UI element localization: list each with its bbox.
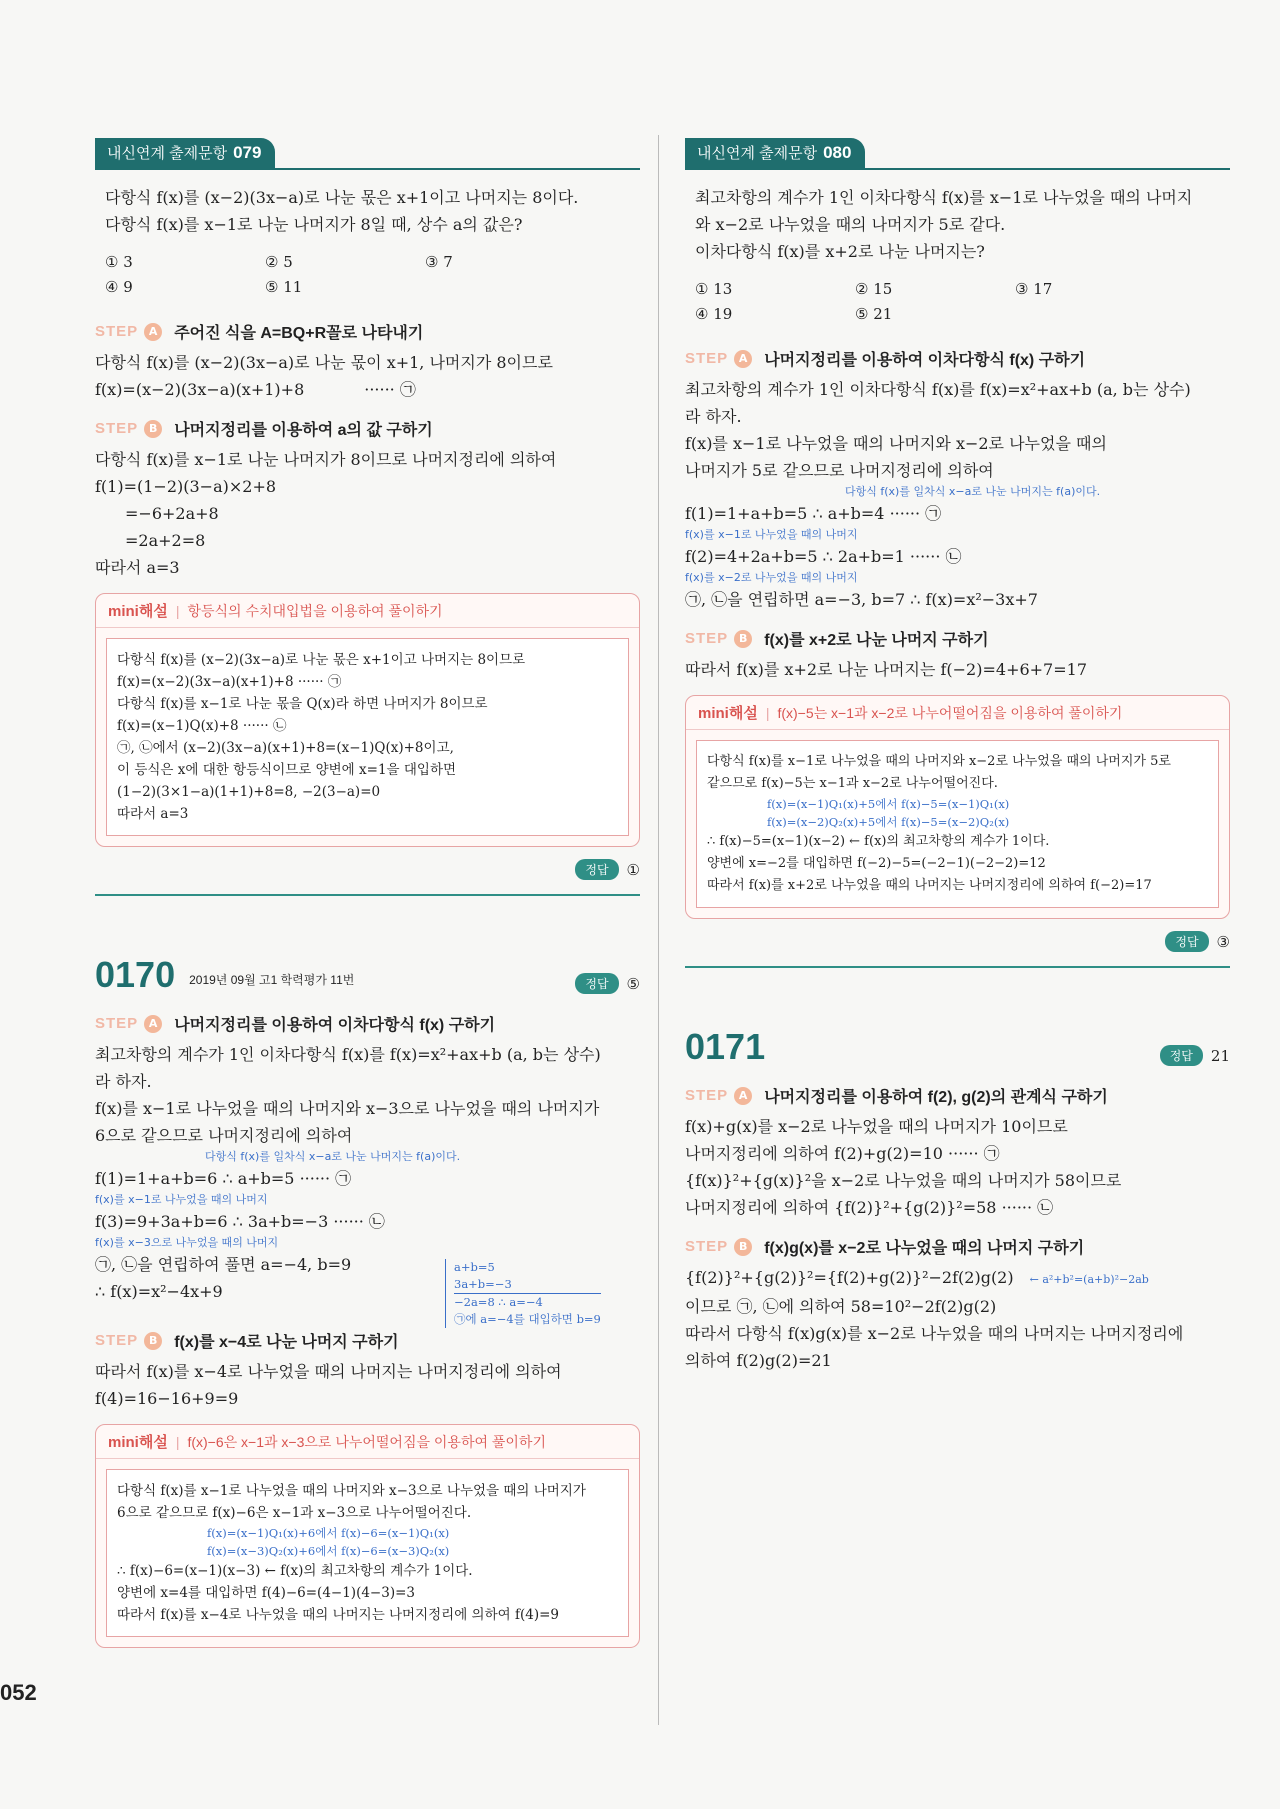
solution-line: 최고차항의 계수가 1인 이차다항식 f(x)를 f(x)=x²+ax+b (a, b는 상수): [685, 380, 1191, 399]
choice: ① 3: [105, 253, 133, 271]
mini-explanation-body: 다항식 f(x)를 x−1로 나누었을 때의 나머지와 x−2로 나누었을 때의 나머지가 5로 같으므로 f(x)−5는 x−1과 x−2로 나누어떨어진다. f(x)=(x−1)Q₁(x)+5에서 f(x)−5=(x−1)Q₁(x) f(x)=(x−2)Q₂(x)+5에서 f(x)−5=(x−2)Q₂(x) ∴ f(x)−5=(x−1)(x−2) ← f(x)의 최고차항의 계수가 1이다. 양변에 x=−2를 대입하면 f(−2)−5=(−2−1)(−2−2)=12 따라서 f(x)를 x+2로 나누었을 때의 나머지는 나머지정리에 의하여 f(−2)=17: [696, 740, 1219, 908]
mini-explanation-header: mini해설 | 항등식의 수치대입법을 이용하여 풀이하기: [96, 594, 639, 628]
equation-line: ∴ f(x)=x²−4x+9: [95, 1282, 223, 1301]
solution-line: f(4)=16−16+9=9: [95, 1389, 239, 1408]
annotation-note: f(x)를 x−1로 나누었을 때의 나머지: [95, 1193, 268, 1206]
solution-line: =2a+2=8: [125, 531, 206, 550]
question-080-line: 와 x−2로 나누었을 때의 나머지가 5로 같다.: [695, 215, 1006, 234]
choice: ② 5: [265, 253, 293, 271]
solution-line: 다항식 f(x)를 (x−2)(3x−a)로 나눈 몫이 x+1, 나머지가 8이므로: [95, 353, 553, 372]
step-label: STEP: [685, 1087, 729, 1104]
solution-line: 따라서 f(x)를 x+2로 나눈 나머지는 f(−2)=4+6+7=17: [685, 660, 1088, 679]
question-080-tag: 내신연계 출제문항 080: [685, 138, 865, 169]
choice: ③ 7: [425, 253, 453, 271]
question-080-choices: [695, 277, 1230, 327]
mini-explanation-body: 다항식 f(x)를 (x−2)(3x−a)로 나눈 몫은 x+1이고 나머지는 8이므로 f(x)=(x−2)(3x−a)(x+1)+8 ······ ㉠ 다항식 f(x)를 x−1로 나눈 몫을 Q(x)라 하면 나머지가 8이므로 f(x)=(x−1)Q(x)+8 ······ ㉡ ㉠, ㉡에서 (x−2)(3x−a)(x+1)+8=(x−1)Q(x)+8이고, 이 등식은 x에 대한 항등식이므로 양변에 x=1을 대입하면 (1−2)(3×1−a)(1+1)+8=8, −2(3−a)=0 따라서 a=3: [106, 638, 629, 836]
right-column: [685, 138, 1230, 1374]
choice: ⑤ 21: [855, 305, 893, 323]
left-column: [95, 138, 640, 1658]
step-title: 나머지정리를 이용하여 a의 값 구하기: [174, 422, 433, 439]
step-label: STEP: [95, 1332, 139, 1349]
step-b-heading: [685, 627, 1230, 650]
solution-line: 따라서 a=3: [95, 558, 180, 577]
answer-label: 정답: [575, 859, 618, 880]
step-title: f(x)를 x+2로 나눈 나머지 구하기: [764, 632, 989, 649]
step-a-badge: A: [734, 350, 752, 368]
question-079-header: [95, 138, 640, 170]
solution-line: 6으로 같으므로 나머지정리에 의하여: [95, 1126, 353, 1145]
mini-explanation-box: [685, 695, 1230, 919]
mini-explanation-body: 다항식 f(x)를 x−1로 나누었을 때의 나머지와 x−3으로 나누었을 때의 나머지가 6으로 같으므로 f(x)−6은 x−1과 x−3으로 나누어떨어진다. f(x)=(x−1)Q₁(x)+6에서 f(x)−6=(x−1)Q₁(x) f(x)=(x−3)Q₂(x)+6에서 f(x)−6=(x−3)Q₂(x) ∴ f(x)−6=(x−1)(x−3) ← f(x)의 최고차항의 계수가 1이다. 양변에 x=4를 대입하면 f(4)−6=(4−1)(4−3)=3 따라서 f(x)를 x−4로 나누었을 때의 나머지는 나머지정리에 의하여 f(4)=9: [106, 1469, 629, 1637]
mini-explanation-header: mini해설 | f(x)−6은 x−1과 x−3으로 나누어떨어짐을 이용하여 풀이하기: [96, 1425, 639, 1459]
step-b-badge: B: [144, 1332, 162, 1350]
mini-explanation-header: mini해설 | f(x)−5는 x−1과 x−2로 나누어떨어짐을 이용하여 풀이하기: [686, 696, 1229, 730]
answer-label: 정답: [575, 973, 618, 994]
step-title: 주어진 식을 A=BQ+R꼴로 나타내기: [174, 325, 424, 342]
annotation-note: f(x)를 x−3으로 나누었을 때의 나머지: [95, 1236, 279, 1249]
choice: ⑤ 11: [265, 278, 303, 296]
choice: ① 13: [695, 280, 733, 298]
question-079-line: 다항식 f(x)를 x−1로 나눈 나머지가 8일 때, 상수 a의 값은?: [105, 215, 523, 234]
equation-line: f(1)=1+a+b=5 ∴ a+b=4 ······ ㉠: [685, 504, 942, 523]
solution-line: =−6+2a+8: [125, 504, 219, 523]
step-a-badge: A: [144, 1015, 162, 1033]
problem-0171-header: [685, 1028, 1230, 1066]
step-a-badge: A: [144, 323, 162, 341]
question-080-line: 최고차항의 계수가 1인 이차다항식 f(x)를 x−1로 나누었을 때의 나머지: [695, 188, 1193, 207]
mini-explanation-box: [95, 593, 640, 847]
step-b-heading: [95, 1329, 640, 1352]
column-divider: [658, 135, 659, 1725]
solution-line: 나머지가 5로 같으므로 나머지정리에 의하여: [685, 461, 994, 480]
solution-line: 라 하자.: [685, 407, 742, 426]
solution-line: 따라서 f(x)를 x−4로 나누었을 때의 나머지는 나머지정리에 의하여: [95, 1362, 562, 1381]
answer-080: [685, 931, 1230, 952]
solution-line: 이므로 ㉠, ㉡에 의하여 58=10²−2f(2)g(2): [685, 1297, 997, 1316]
step-title: f(x)g(x)를 x−2로 나누었을 때의 나머지 구하기: [764, 1240, 1085, 1257]
solution-line: 나머지정리에 의하여 {f(2)}²+{g(2)}²=58 ······ ㉡: [685, 1198, 1054, 1217]
answer-value: ⑤: [626, 974, 640, 993]
solution-line: f(x)=(x−2)(3x−a)(x+1)+8 ······ ㉠: [95, 380, 416, 399]
step-label: STEP: [685, 350, 729, 367]
question-080-line: 이차다항식 f(x)를 x+2로 나눈 나머지는?: [695, 242, 985, 261]
step-b-badge: B: [734, 630, 752, 648]
equation-line: ㉠, ㉡을 연립하면 a=−3, b=7 ∴ f(x)=x²−3x+7: [685, 590, 1038, 609]
choice: ③ 17: [1015, 280, 1053, 298]
solution-line: 따라서 다항식 f(x)g(x)를 x−2로 나누었을 때의 나머지는 나머지정리에: [685, 1324, 1184, 1343]
answer-value: ①: [626, 860, 640, 879]
answer-label: 정답: [1165, 931, 1208, 952]
answer-079: [95, 859, 640, 880]
choice: ④ 9: [105, 278, 133, 296]
answer-value: 21: [1210, 1046, 1230, 1065]
question-080-header: [685, 138, 1230, 170]
solution-line: 최고차항의 계수가 1인 이차다항식 f(x)를 f(x)=x²+ax+b (a, b는 상수): [95, 1045, 601, 1064]
step-label: STEP: [685, 1238, 729, 1255]
solution-line: 의하여 f(2)g(2)=21: [685, 1351, 832, 1370]
question-079-choices: [105, 250, 640, 300]
problem-number: 0170: [95, 954, 176, 995]
equation-line: f(3)=9+3a+b=6 ∴ 3a+b=−3 ······ ㉡: [95, 1212, 385, 1231]
step-title: 나머지정리를 이용하여 이차다항식 f(x) 구하기: [174, 1017, 496, 1034]
equation-line: f(1)=1+a+b=6 ∴ a+b=5 ······ ㉠: [95, 1169, 352, 1188]
answer-0171: [1160, 1045, 1230, 1066]
step-label: STEP: [95, 420, 139, 437]
choice: ② 15: [855, 280, 893, 298]
solution-line: f(x)를 x−1로 나누었을 때의 나머지와 x−3으로 나누었을 때의 나머지가: [95, 1099, 600, 1118]
question-079-tag: 내신연계 출제문항 079: [95, 138, 275, 169]
solution-line: f(x)를 x−1로 나누었을 때의 나머지와 x−2로 나누었을 때의: [685, 434, 1107, 453]
annotation-note: 다항식 f(x)를 일차식 x−a로 나눈 나머지는 f(a)이다.: [205, 1150, 461, 1163]
equation-line: f(2)=4+2a+b=5 ∴ 2a+b=1 ······ ㉡: [685, 547, 962, 566]
step-label: STEP: [95, 323, 139, 340]
step-a-badge: A: [734, 1087, 752, 1105]
step-label: STEP: [95, 1015, 139, 1032]
step-title: 나머지정리를 이용하여 이차다항식 f(x) 구하기: [764, 352, 1086, 369]
answer-label: 정답: [1160, 1045, 1203, 1066]
step-a-heading: [95, 1012, 640, 1035]
answer-value: ③: [1216, 932, 1230, 951]
equation-line: {f(2)}²+{g(2)}²={f(2)+g(2)}²−2f(2)g(2) ← a²+b²=(a+b)²−2ab: [685, 1268, 1149, 1287]
section-rule: [95, 894, 640, 896]
side-calculation: a+b=5 3a+b=−3 −2a=8 ∴ a=−4 ㉠에 a=−4를 대입하면 b=9: [445, 1259, 601, 1328]
step-a-heading: [95, 320, 640, 343]
step-b-badge: B: [734, 1238, 752, 1256]
step-b-badge: B: [144, 420, 162, 438]
problem-source: 2019년 09월 고1 학력평가 11번: [189, 973, 355, 987]
solution-line: 라 하자.: [95, 1072, 152, 1091]
step-b-heading: [685, 1235, 1230, 1258]
mini-explanation-box: [95, 1424, 640, 1648]
solution-line: 나머지정리에 의하여 f(2)+g(2)=10 ······ ㉠: [685, 1144, 1000, 1163]
step-a-heading: [685, 347, 1230, 370]
section-rule: [685, 966, 1230, 968]
solution-line: 다항식 f(x)를 x−1로 나눈 나머지가 8이므로 나머지정리에 의하여: [95, 450, 557, 469]
step-b-heading: [95, 417, 640, 440]
question-079-line: 다항식 f(x)를 (x−2)(3x−a)로 나눈 몫은 x+1이고 나머지는 8이다.: [105, 188, 579, 207]
page-number: 052: [0, 1680, 37, 1705]
answer-0170: [575, 973, 640, 994]
problem-number: 0171: [685, 1026, 766, 1067]
problem-0170-header: [95, 956, 640, 994]
solution-line: f(x)+g(x)를 x−2로 나누었을 때의 나머지가 10이므로: [685, 1117, 1068, 1136]
step-title: f(x)를 x−4로 나눈 나머지 구하기: [174, 1334, 399, 1351]
step-label: STEP: [685, 630, 729, 647]
solution-line: f(1)=(1−2)(3−a)×2+8: [95, 477, 277, 496]
annotation-note: 다항식 f(x)를 일차식 x−a로 나눈 나머지는 f(a)이다.: [845, 485, 1101, 498]
choice: ④ 19: [695, 305, 733, 323]
step-a-heading: [685, 1084, 1230, 1107]
annotation-note: f(x)를 x−2로 나누었을 때의 나머지: [685, 571, 858, 584]
solution-line: {f(x)}²+{g(x)}²을 x−2로 나누었을 때의 나머지가 58이므로: [685, 1171, 1122, 1190]
equation-line: ㉠, ㉡을 연립하여 풀면 a=−4, b=9: [95, 1255, 352, 1274]
step-title: 나머지정리를 이용하여 f(2), g(2)의 관계식 구하기: [764, 1089, 1108, 1106]
annotation-note: f(x)를 x−1로 나누었을 때의 나머지: [685, 528, 858, 541]
